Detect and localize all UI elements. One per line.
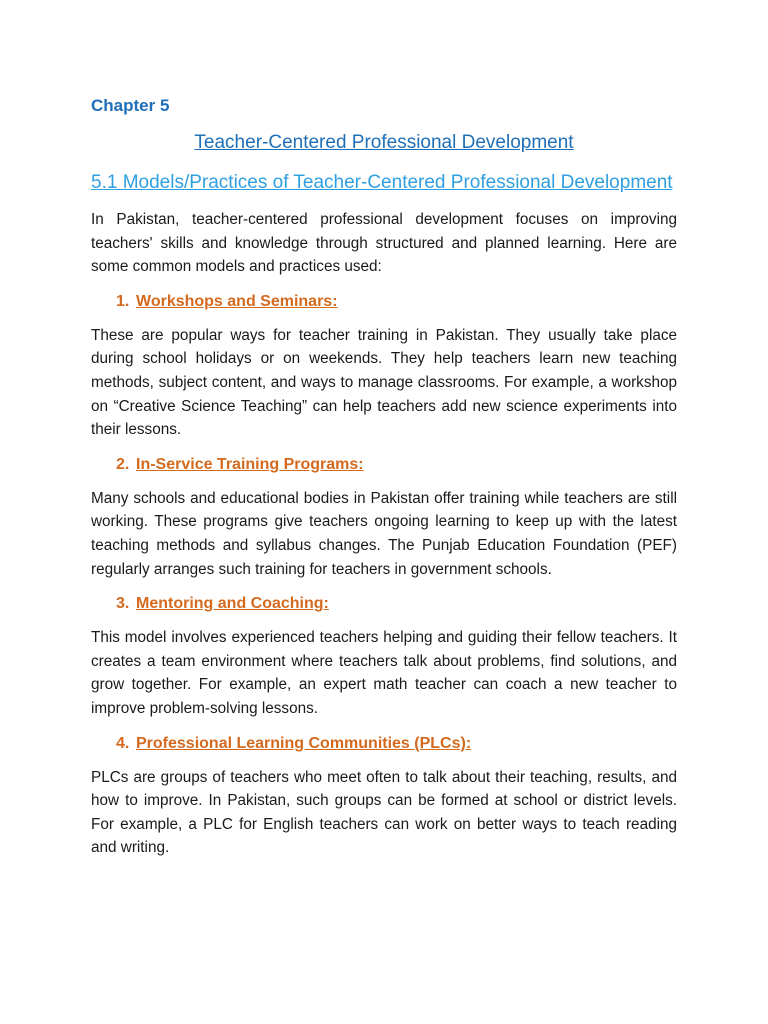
list-item-number: 4. xyxy=(116,734,130,752)
list-item-number: 2. xyxy=(116,455,130,473)
section-heading: 5.1 Models/Practices of Teacher-Centered Professional Development xyxy=(91,172,673,193)
list-item-body: This model involves experienced teachers helping and guiding their fellow teachers. It creates a team environment where teachers talk about problems, find solutions, and grow together. For example, an expert math teacher can coach a new teacher to improve problem-solving lessons. xyxy=(91,629,677,717)
list-item-body: Many schools and educational bodies in Pakistan offer training while teachers are still working. These programs give teachers ongoing learning to keep up with the latest teaching methods and syllabus changes. The Punjab Education Foundation (PEF) regularly arranges such training for teachers in government schools. xyxy=(91,489,677,578)
list-item-heading xyxy=(116,592,677,616)
list-item-title: Mentoring and Coaching: xyxy=(136,595,329,613)
list-item-heading xyxy=(116,732,677,756)
document-title: Teacher-Centered Professional Development xyxy=(194,132,574,153)
list-item-number: 3. xyxy=(116,595,130,613)
list-item-title: In-Service Training Programs: xyxy=(136,455,364,473)
list-item-heading xyxy=(116,290,677,314)
list-item-body: These are popular ways for teacher training in Pakistan. They usually take place during school holidays or on weekends. They help teachers learn new teaching methods, subject content, and ways to manage classrooms. For example, a workshop on “Creative Science Teaching” can help teachers add new science experiments into their lessons. xyxy=(91,326,677,439)
list-item-title: Workshops and Seminars: xyxy=(136,292,338,310)
list-item-number: 1. xyxy=(116,292,130,310)
list-item-heading xyxy=(116,453,677,477)
list-item-title: Professional Learning Communities (PLCs): xyxy=(136,734,472,752)
intro-paragraph: In Pakistan, teacher-centered professional development focuses on improving teachers' skills and knowledge through structured and planned learning. Here are some common models and practices used: xyxy=(91,211,677,276)
chapter-label: Chapter 5 xyxy=(91,96,170,115)
list-item-body: PLCs are groups of teachers who meet often to talk about their teaching, results, and how to improve. In Pakistan, such groups can be formed at school or district levels. For example, a PLC for English teachers can work on better ways to teach reading and writing. xyxy=(91,768,677,857)
